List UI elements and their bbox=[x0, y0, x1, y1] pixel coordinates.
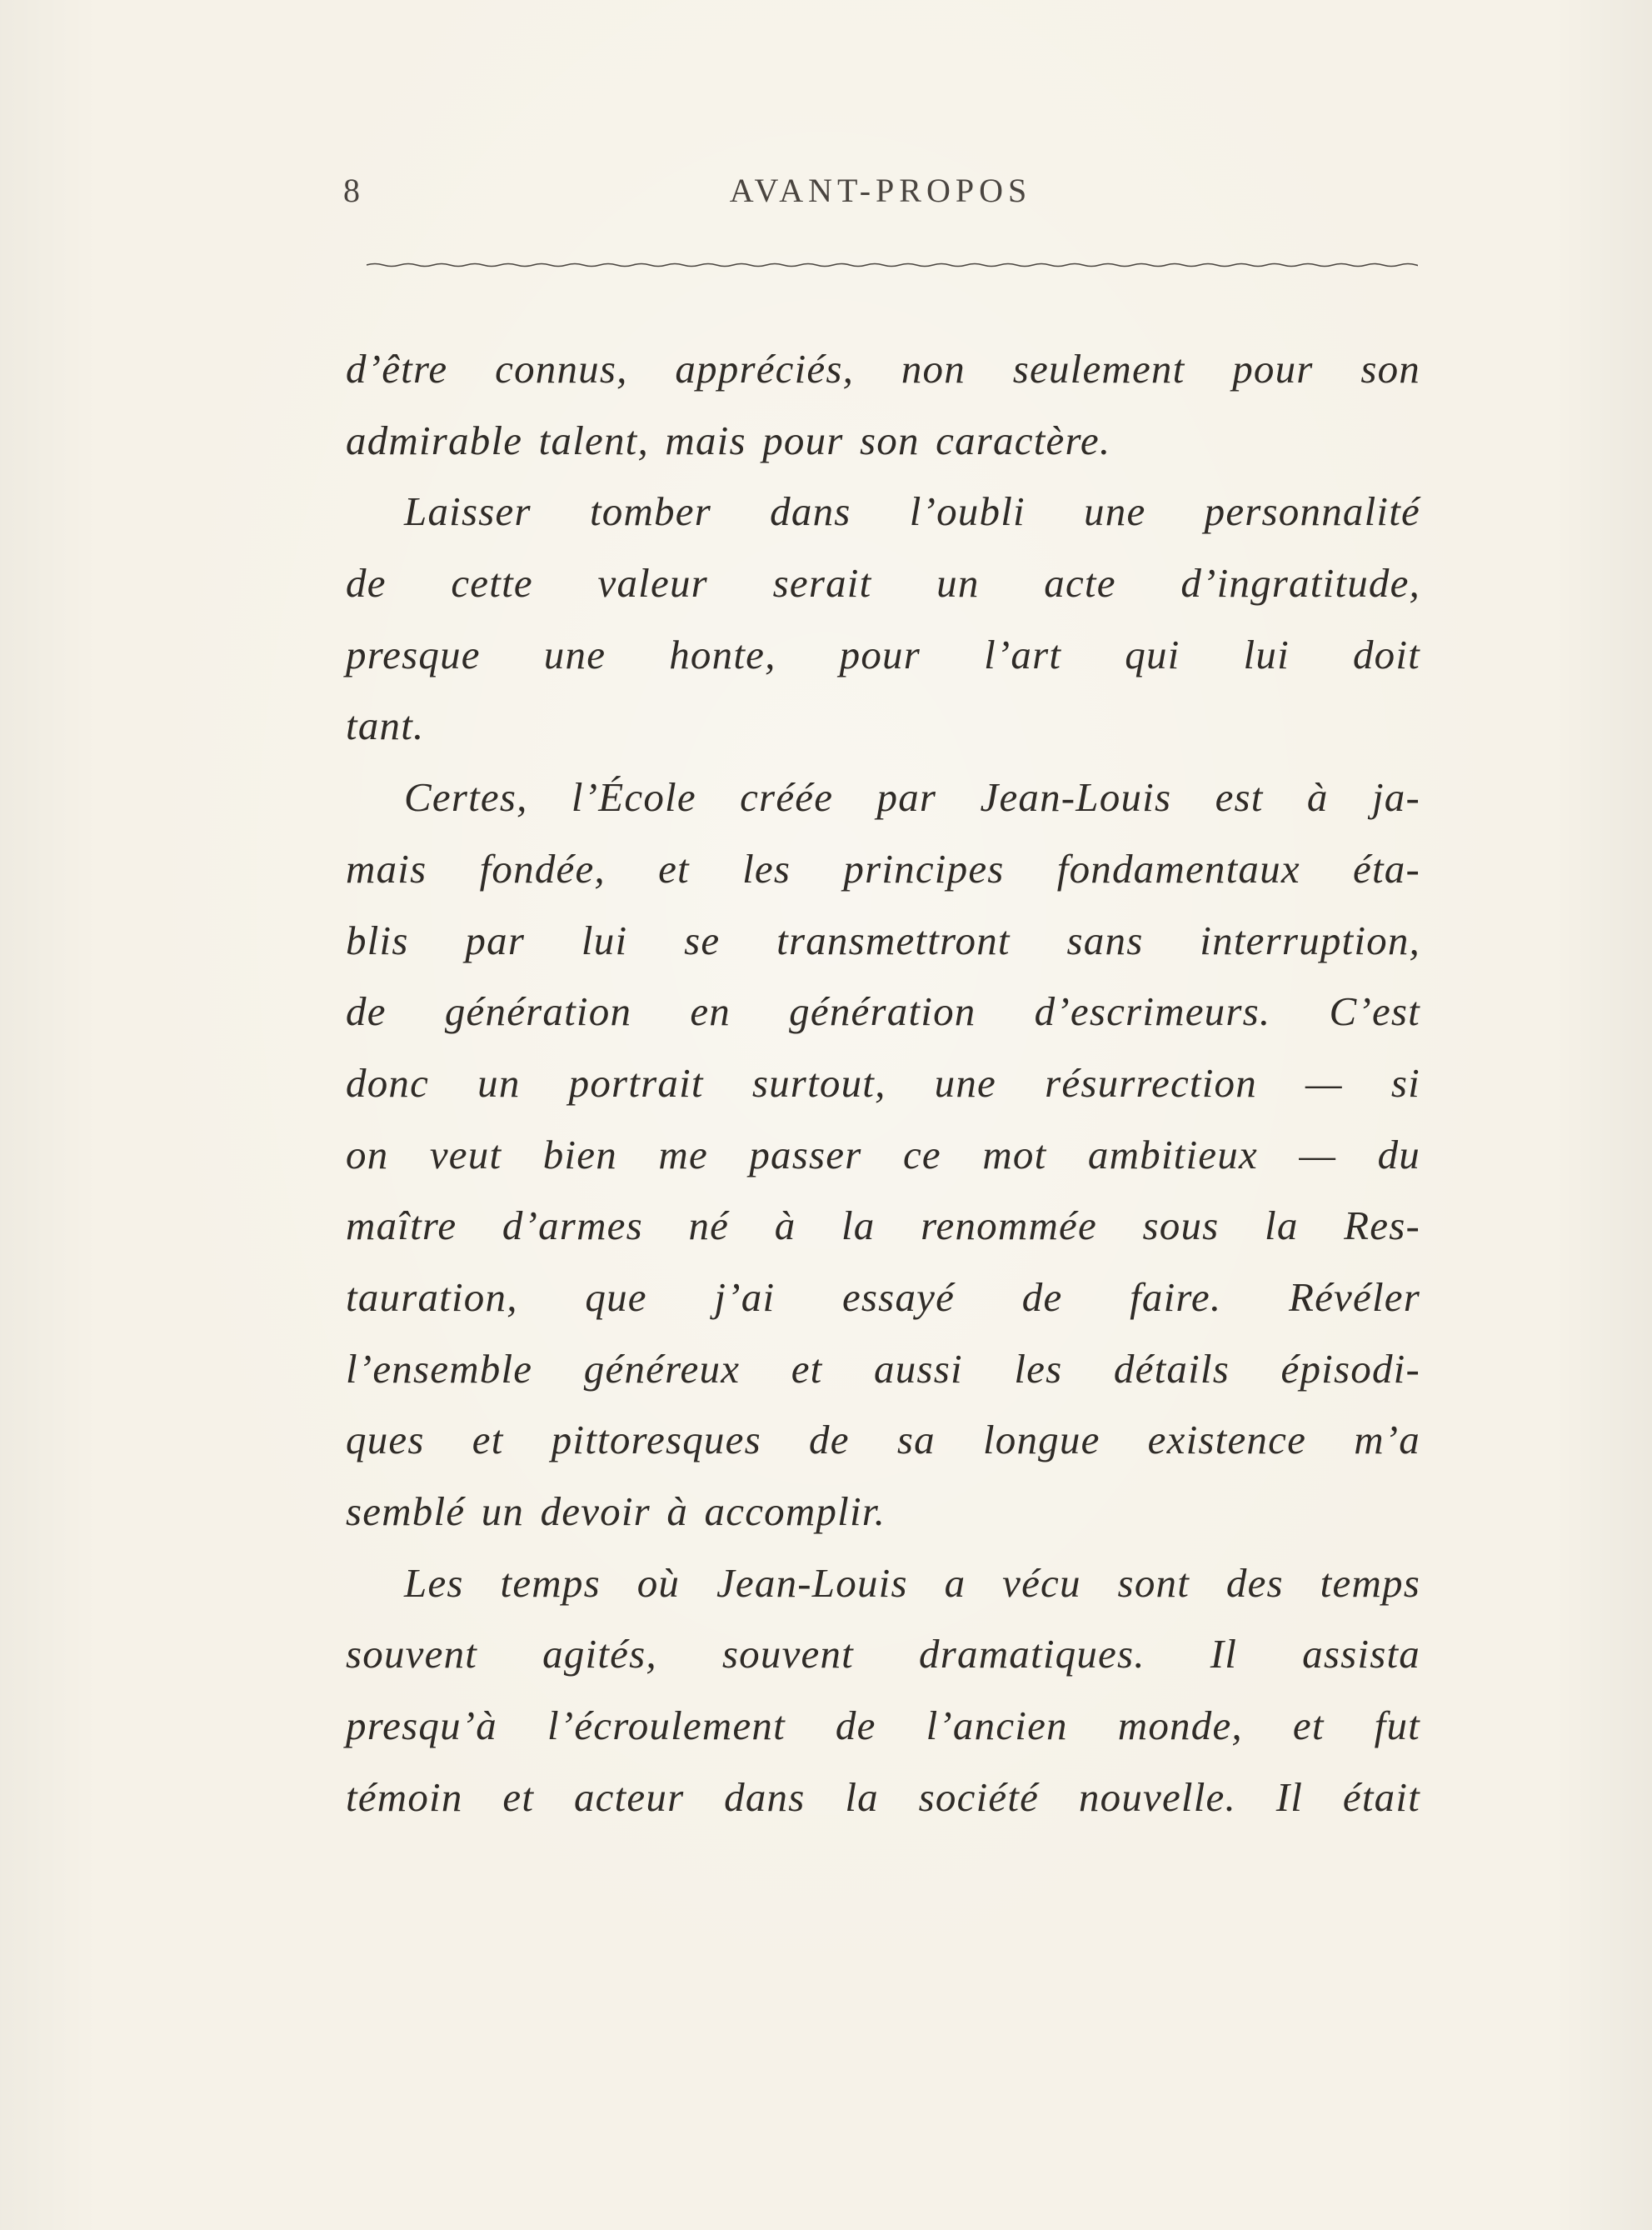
text-line: semblé un devoir à accomplir. bbox=[346, 1488, 886, 1534]
text-line: témoin et acteur dans la société nouvelle. Il était bbox=[346, 1773, 1420, 1820]
text-line: l’ensemble généreux et aussi les détails épisodi- bbox=[346, 1345, 1420, 1392]
text-line: blis par lui se transmettront sans interruption, bbox=[346, 917, 1420, 963]
text-line: tant. bbox=[346, 702, 425, 749]
text-line: tauration, que j’ai essayé de faire. Révéler bbox=[346, 1273, 1420, 1320]
text-line: Certes, l’École créée par Jean-Louis est à ja- bbox=[404, 774, 1420, 821]
running-title: AVANT-PROPOS bbox=[729, 172, 1032, 209]
decorative-wavy-rule bbox=[367, 257, 1418, 273]
text-line: admirable talent, mais pour son caractère. bbox=[346, 417, 1111, 463]
body-text bbox=[346, 333, 1420, 1832]
text-line: presqu’à l’écroulement de l’ancien monde, et fut bbox=[346, 1702, 1420, 1749]
text-line: mais fondée, et les principes fondamentaux éta- bbox=[346, 845, 1420, 892]
text-line: ques et pittoresques de sa longue existence m’a bbox=[346, 1417, 1420, 1463]
text-line: donc un portrait surtout, une résurrection — si bbox=[346, 1059, 1420, 1106]
text-line: de génération en génération d’escrimeurs. C’est bbox=[346, 988, 1420, 1035]
text-line: Laisser tomber dans l’oubli une personnalité bbox=[404, 488, 1420, 535]
text-line: souvent agités, souvent dramatiques. Il assista bbox=[346, 1631, 1420, 1678]
text-line: on veut bien me passer ce mot ambitieux — du bbox=[346, 1131, 1420, 1178]
page-number: 8 bbox=[343, 172, 361, 209]
text-line: maître d’armes né à la renommée sous la Res- bbox=[346, 1202, 1420, 1249]
running-head bbox=[343, 171, 1418, 229]
text-line: de cette valeur serait un acte d’ingratitude, bbox=[346, 560, 1420, 607]
text-line: d’être connus, appréciés, non seulement pour son bbox=[346, 346, 1420, 392]
text-line: Les temps où Jean-Louis a vécu sont des temps bbox=[404, 1559, 1420, 1606]
text-line: presque une honte, pour l’art qui lui doit bbox=[346, 631, 1420, 678]
